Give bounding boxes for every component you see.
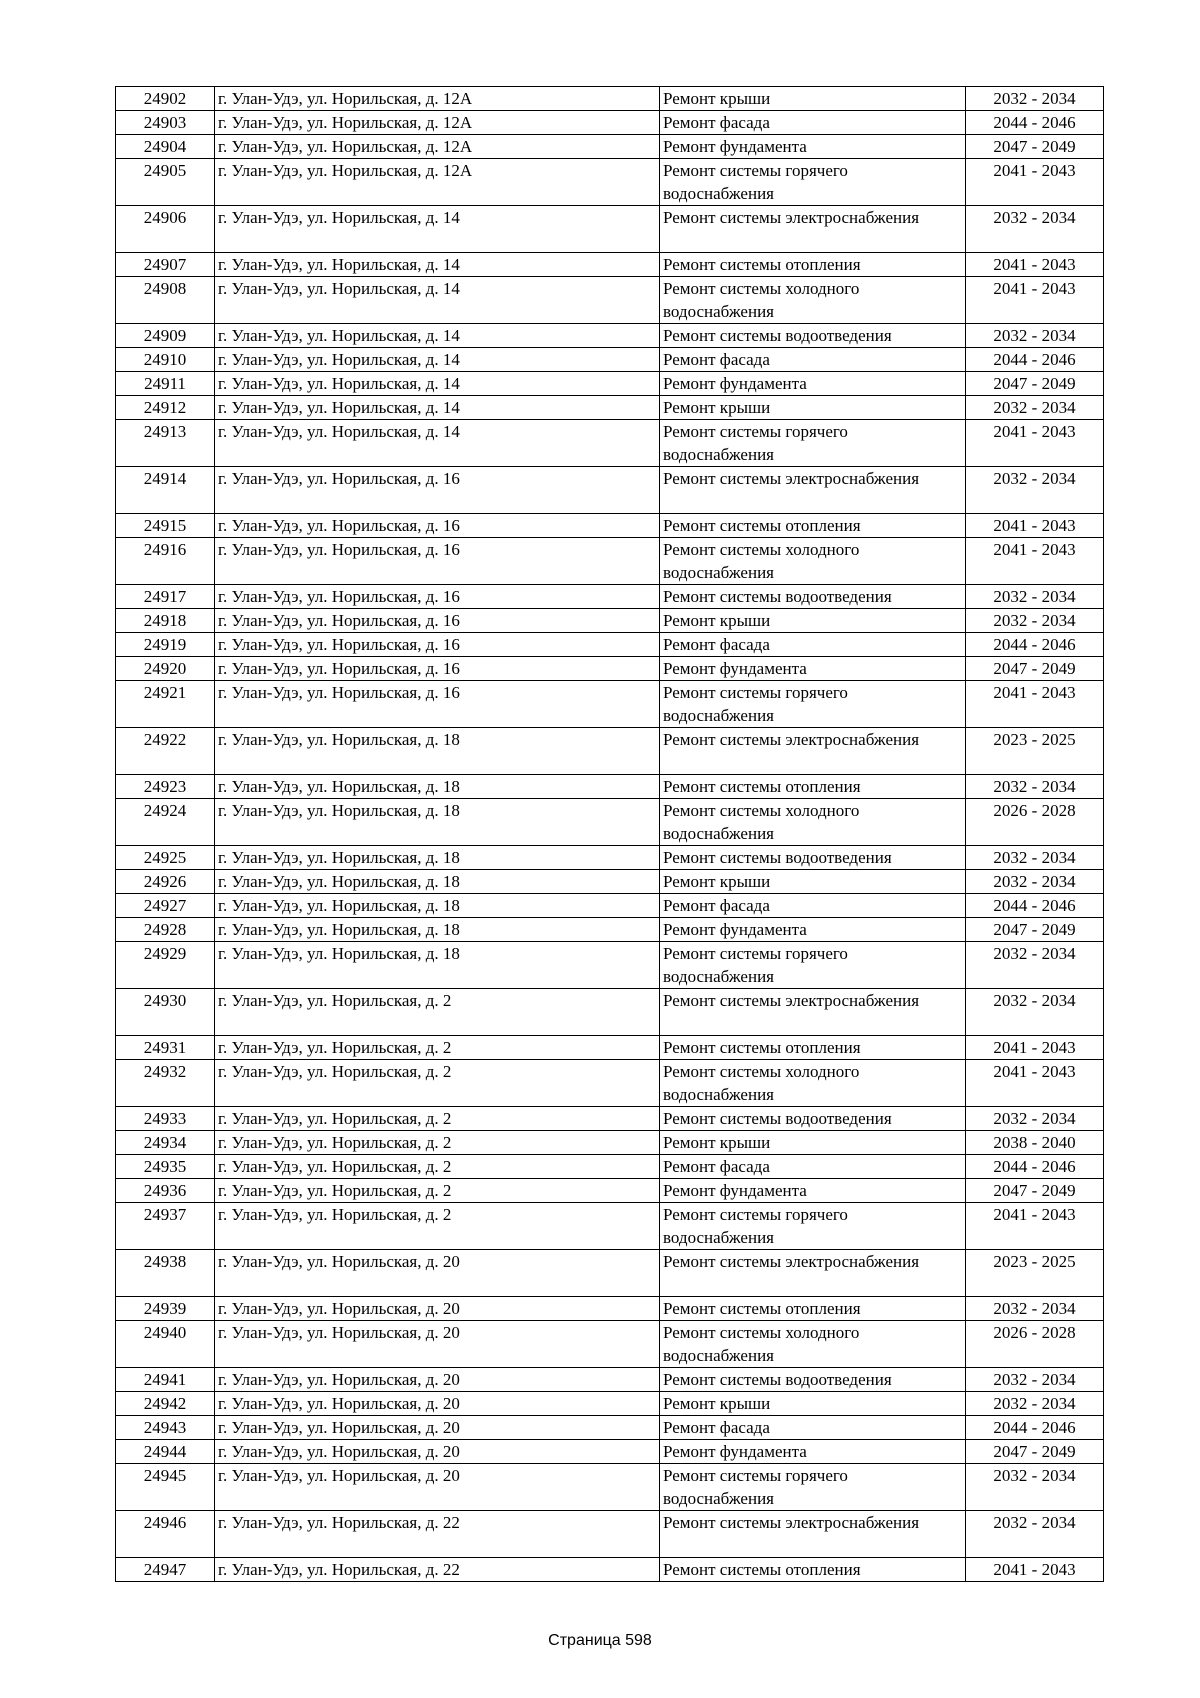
work-type-cell: Ремонт фундамента [660, 1179, 966, 1203]
work-type-cell: Ремонт крыши [660, 870, 966, 894]
row-number-cell: 24912 [116, 396, 215, 420]
address-cell: г. Улан-Удэ, ул. Норильская, д. 18 [215, 870, 660, 894]
period-cell: 2032 - 2034 [966, 775, 1104, 799]
row-number-cell: 24923 [116, 775, 215, 799]
row-number-cell: 24917 [116, 585, 215, 609]
row-number-cell: 24928 [116, 918, 215, 942]
address-cell: г. Улан-Удэ, ул. Норильская, д. 2 [215, 1203, 660, 1250]
table-row [116, 159, 1104, 206]
period-cell: 2032 - 2034 [966, 467, 1104, 514]
row-number-cell: 24933 [116, 1107, 215, 1131]
table-row [116, 538, 1104, 585]
period-cell: 2032 - 2034 [966, 1297, 1104, 1321]
work-type-cell: Ремонт системы отопления [660, 1036, 966, 1060]
period-cell: 2032 - 2034 [966, 1511, 1104, 1558]
work-type-cell: Ремонт системы горячего водоснабжения [660, 159, 966, 206]
table-row [116, 372, 1104, 396]
period-cell: 2032 - 2034 [966, 1368, 1104, 1392]
period-cell: 2032 - 2034 [966, 846, 1104, 870]
table-row [116, 1060, 1104, 1107]
table-row [116, 1036, 1104, 1060]
address-cell: г. Улан-Удэ, ул. Норильская, д. 16 [215, 681, 660, 728]
table-row [116, 514, 1104, 538]
work-type-cell: Ремонт фасада [660, 1155, 966, 1179]
work-type-cell: Ремонт системы отопления [660, 1558, 966, 1582]
work-type-cell: Ремонт системы водоотведения [660, 846, 966, 870]
period-cell: 2032 - 2034 [966, 989, 1104, 1036]
row-number-cell: 24939 [116, 1297, 215, 1321]
work-type-cell: Ремонт фасада [660, 633, 966, 657]
work-type-cell: Ремонт системы отопления [660, 775, 966, 799]
table-row [116, 348, 1104, 372]
table-row [116, 1368, 1104, 1392]
work-type-cell: Ремонт крыши [660, 1131, 966, 1155]
row-number-cell: 24907 [116, 253, 215, 277]
table-row [116, 775, 1104, 799]
period-cell: 2041 - 2043 [966, 538, 1104, 585]
table-row [116, 420, 1104, 467]
row-number-cell: 24927 [116, 894, 215, 918]
table-row [116, 111, 1104, 135]
address-cell: г. Улан-Удэ, ул. Норильская, д. 2 [215, 1155, 660, 1179]
work-type-cell: Ремонт фундамента [660, 135, 966, 159]
work-type-cell: Ремонт системы холодного водоснабжения [660, 538, 966, 585]
table-row [116, 1392, 1104, 1416]
address-cell: г. Улан-Удэ, ул. Норильская, д. 14 [215, 348, 660, 372]
row-number-cell: 24918 [116, 609, 215, 633]
period-cell: 2041 - 2043 [966, 159, 1104, 206]
table-row [116, 1155, 1104, 1179]
work-type-cell: Ремонт системы электроснабжения [660, 989, 966, 1036]
table-body [116, 87, 1104, 1582]
row-number-cell: 24908 [116, 277, 215, 324]
address-cell: г. Улан-Удэ, ул. Норильская, д. 16 [215, 633, 660, 657]
row-number-cell: 24938 [116, 1250, 215, 1297]
address-cell: г. Улан-Удэ, ул. Норильская, д. 2 [215, 1060, 660, 1107]
address-cell: г. Улан-Удэ, ул. Норильская, д. 20 [215, 1464, 660, 1511]
table-row [116, 467, 1104, 514]
work-type-cell: Ремонт системы водоотведения [660, 324, 966, 348]
row-number-cell: 24946 [116, 1511, 215, 1558]
table-row [116, 396, 1104, 420]
period-cell: 2041 - 2043 [966, 1060, 1104, 1107]
period-cell: 2047 - 2049 [966, 1179, 1104, 1203]
period-cell: 2041 - 2043 [966, 277, 1104, 324]
work-type-cell: Ремонт системы электроснабжения [660, 728, 966, 775]
work-type-cell: Ремонт фундамента [660, 372, 966, 396]
period-cell: 2044 - 2046 [966, 633, 1104, 657]
address-cell: г. Улан-Удэ, ул. Норильская, д. 14 [215, 396, 660, 420]
row-number-cell: 24902 [116, 87, 215, 111]
work-type-cell: Ремонт фундамента [660, 918, 966, 942]
row-number-cell: 24926 [116, 870, 215, 894]
period-cell: 2032 - 2034 [966, 206, 1104, 253]
row-number-cell: 24919 [116, 633, 215, 657]
address-cell: г. Улан-Удэ, ул. Норильская, д. 20 [215, 1368, 660, 1392]
address-cell: г. Улан-Удэ, ул. Норильская, д. 18 [215, 728, 660, 775]
address-cell: г. Улан-Удэ, ул. Норильская, д. 2 [215, 1131, 660, 1155]
table-row [116, 942, 1104, 989]
address-cell: г. Улан-Удэ, ул. Норильская, д. 2 [215, 1107, 660, 1131]
address-cell: г. Улан-Удэ, ул. Норильская, д. 2 [215, 1179, 660, 1203]
work-type-cell: Ремонт крыши [660, 87, 966, 111]
work-type-cell: Ремонт системы холодного водоснабжения [660, 1321, 966, 1368]
table-row [116, 728, 1104, 775]
period-cell: 2047 - 2049 [966, 918, 1104, 942]
table-row [116, 1297, 1104, 1321]
period-cell: 2032 - 2034 [966, 585, 1104, 609]
work-type-cell: Ремонт системы горячего водоснабжения [660, 942, 966, 989]
table-row [116, 681, 1104, 728]
address-cell: г. Улан-Удэ, ул. Норильская, д. 18 [215, 799, 660, 846]
row-number-cell: 24941 [116, 1368, 215, 1392]
work-type-cell: Ремонт системы электроснабжения [660, 1250, 966, 1297]
row-number-cell: 24910 [116, 348, 215, 372]
row-number-cell: 24930 [116, 989, 215, 1036]
address-cell: г. Улан-Удэ, ул. Норильская, д. 16 [215, 467, 660, 514]
work-type-cell: Ремонт фасада [660, 894, 966, 918]
address-cell: г. Улан-Удэ, ул. Норильская, д. 14 [215, 420, 660, 467]
address-cell: г. Улан-Удэ, ул. Норильская, д. 16 [215, 585, 660, 609]
table-row [116, 1107, 1104, 1131]
address-cell: г. Улан-Удэ, ул. Норильская, д. 16 [215, 609, 660, 633]
period-cell: 2032 - 2034 [966, 1464, 1104, 1511]
row-number-cell: 24903 [116, 111, 215, 135]
address-cell: г. Улан-Удэ, ул. Норильская, д. 12А [215, 87, 660, 111]
address-cell: г. Улан-Удэ, ул. Норильская, д. 14 [215, 206, 660, 253]
period-cell: 2032 - 2034 [966, 1392, 1104, 1416]
work-type-cell: Ремонт системы отопления [660, 1297, 966, 1321]
period-cell: 2032 - 2034 [966, 87, 1104, 111]
period-cell: 2047 - 2049 [966, 372, 1104, 396]
address-cell: г. Улан-Удэ, ул. Норильская, д. 20 [215, 1416, 660, 1440]
work-type-cell: Ремонт крыши [660, 396, 966, 420]
period-cell: 2032 - 2034 [966, 609, 1104, 633]
table-row [116, 87, 1104, 111]
row-number-cell: 24944 [116, 1440, 215, 1464]
address-cell: г. Улан-Удэ, ул. Норильская, д. 18 [215, 775, 660, 799]
address-cell: г. Улан-Удэ, ул. Норильская, д. 12А [215, 159, 660, 206]
address-cell: г. Улан-Удэ, ул. Норильская, д. 16 [215, 514, 660, 538]
row-number-cell: 24915 [116, 514, 215, 538]
table-row [116, 657, 1104, 681]
address-cell: г. Улан-Удэ, ул. Норильская, д. 20 [215, 1440, 660, 1464]
row-number-cell: 24943 [116, 1416, 215, 1440]
table-row [116, 1511, 1104, 1558]
row-number-cell: 24945 [116, 1464, 215, 1511]
period-cell: 2038 - 2040 [966, 1131, 1104, 1155]
row-number-cell: 24925 [116, 846, 215, 870]
row-number-cell: 24932 [116, 1060, 215, 1107]
address-cell: г. Улан-Удэ, ул. Норильская, д. 20 [215, 1250, 660, 1297]
table-row [116, 846, 1104, 870]
table-row [116, 1321, 1104, 1368]
work-type-cell: Ремонт системы холодного водоснабжения [660, 1060, 966, 1107]
row-number-cell: 24935 [116, 1155, 215, 1179]
row-number-cell: 24909 [116, 324, 215, 348]
address-cell: г. Улан-Удэ, ул. Норильская, д. 20 [215, 1392, 660, 1416]
row-number-cell: 24924 [116, 799, 215, 846]
table-row [116, 1416, 1104, 1440]
row-number-cell: 24940 [116, 1321, 215, 1368]
work-type-cell: Ремонт системы электроснабжения [660, 467, 966, 514]
address-cell: г. Улан-Удэ, ул. Норильская, д. 12А [215, 135, 660, 159]
row-number-cell: 24904 [116, 135, 215, 159]
table-row [116, 1250, 1104, 1297]
work-type-cell: Ремонт системы водоотведения [660, 585, 966, 609]
address-cell: г. Улан-Удэ, ул. Норильская, д. 16 [215, 657, 660, 681]
table-row [116, 1203, 1104, 1250]
period-cell: 2023 - 2025 [966, 1250, 1104, 1297]
address-cell: г. Улан-Удэ, ул. Норильская, д. 22 [215, 1511, 660, 1558]
address-cell: г. Улан-Удэ, ул. Норильская, д. 14 [215, 324, 660, 348]
period-cell: 2047 - 2049 [966, 1440, 1104, 1464]
table-row [116, 1558, 1104, 1582]
work-type-cell: Ремонт крыши [660, 1392, 966, 1416]
row-number-cell: 24936 [116, 1179, 215, 1203]
row-number-cell: 24929 [116, 942, 215, 989]
row-number-cell: 24911 [116, 372, 215, 396]
address-cell: г. Улан-Удэ, ул. Норильская, д. 14 [215, 372, 660, 396]
row-number-cell: 24916 [116, 538, 215, 585]
table-row [116, 799, 1104, 846]
period-cell: 2044 - 2046 [966, 1416, 1104, 1440]
work-type-cell: Ремонт системы электроснабжения [660, 206, 966, 253]
period-cell: 2044 - 2046 [966, 111, 1104, 135]
table-row [116, 585, 1104, 609]
work-type-cell: Ремонт фундамента [660, 1440, 966, 1464]
work-type-cell: Ремонт системы холодного водоснабжения [660, 277, 966, 324]
table-row [116, 135, 1104, 159]
work-type-cell: Ремонт системы горячего водоснабжения [660, 681, 966, 728]
period-cell: 2041 - 2043 [966, 420, 1104, 467]
period-cell: 2041 - 2043 [966, 681, 1104, 728]
page-number: Страница 598 [548, 1632, 652, 1649]
table-row [116, 253, 1104, 277]
table-row [116, 1440, 1104, 1464]
work-type-cell: Ремонт фасада [660, 111, 966, 135]
address-cell: г. Улан-Удэ, ул. Норильская, д. 20 [215, 1297, 660, 1321]
table-row [116, 609, 1104, 633]
address-cell: г. Улан-Удэ, ул. Норильская, д. 14 [215, 277, 660, 324]
address-cell: г. Улан-Удэ, ул. Норильская, д. 22 [215, 1558, 660, 1582]
row-number-cell: 24921 [116, 681, 215, 728]
table-row [116, 206, 1104, 253]
work-type-cell: Ремонт системы горячего водоснабжения [660, 420, 966, 467]
period-cell: 2044 - 2046 [966, 1155, 1104, 1179]
work-type-cell: Ремонт системы отопления [660, 253, 966, 277]
work-type-cell: Ремонт системы горячего водоснабжения [660, 1464, 966, 1511]
address-cell: г. Улан-Удэ, ул. Норильская, д. 18 [215, 894, 660, 918]
row-number-cell: 24937 [116, 1203, 215, 1250]
row-number-cell: 24914 [116, 467, 215, 514]
row-number-cell: 24942 [116, 1392, 215, 1416]
row-number-cell: 24905 [116, 159, 215, 206]
table-row [116, 633, 1104, 657]
period-cell: 2032 - 2034 [966, 942, 1104, 989]
work-type-cell: Ремонт системы электроснабжения [660, 1511, 966, 1558]
table-row [116, 1179, 1104, 1203]
work-type-cell: Ремонт фасада [660, 1416, 966, 1440]
period-cell: 2041 - 2043 [966, 1036, 1104, 1060]
work-type-cell: Ремонт фасада [660, 348, 966, 372]
period-cell: 2032 - 2034 [966, 396, 1104, 420]
table-row [116, 918, 1104, 942]
address-cell: г. Улан-Удэ, ул. Норильская, д. 12А [215, 111, 660, 135]
work-type-cell: Ремонт системы горячего водоснабжения [660, 1203, 966, 1250]
work-type-cell: Ремонт фундамента [660, 657, 966, 681]
period-cell: 2044 - 2046 [966, 348, 1104, 372]
address-cell: г. Улан-Удэ, ул. Норильская, д. 20 [215, 1321, 660, 1368]
row-number-cell: 24913 [116, 420, 215, 467]
table-row [116, 277, 1104, 324]
period-cell: 2047 - 2049 [966, 657, 1104, 681]
table-row [116, 870, 1104, 894]
period-cell: 2032 - 2034 [966, 870, 1104, 894]
address-cell: г. Улан-Удэ, ул. Норильская, д. 14 [215, 253, 660, 277]
period-cell: 2032 - 2034 [966, 324, 1104, 348]
work-type-cell: Ремонт крыши [660, 609, 966, 633]
row-number-cell: 24920 [116, 657, 215, 681]
table-row [116, 1131, 1104, 1155]
address-cell: г. Улан-Удэ, ул. Норильская, д. 2 [215, 989, 660, 1036]
period-cell: 2026 - 2028 [966, 799, 1104, 846]
period-cell: 2041 - 2043 [966, 253, 1104, 277]
table-row [116, 1464, 1104, 1511]
row-number-cell: 24934 [116, 1131, 215, 1155]
work-type-cell: Ремонт системы отопления [660, 514, 966, 538]
period-cell: 2044 - 2046 [966, 894, 1104, 918]
work-type-cell: Ремонт системы водоотведения [660, 1107, 966, 1131]
row-number-cell: 24947 [116, 1558, 215, 1582]
period-cell: 2041 - 2043 [966, 514, 1104, 538]
table-row [116, 989, 1104, 1036]
table-row [116, 324, 1104, 348]
period-cell: 2023 - 2025 [966, 728, 1104, 775]
address-cell: г. Улан-Удэ, ул. Норильская, д. 2 [215, 1036, 660, 1060]
row-number-cell: 24922 [116, 728, 215, 775]
period-cell: 2047 - 2049 [966, 135, 1104, 159]
period-cell: 2041 - 2043 [966, 1558, 1104, 1582]
address-cell: г. Улан-Удэ, ул. Норильская, д. 18 [215, 942, 660, 989]
period-cell: 2026 - 2028 [966, 1321, 1104, 1368]
row-number-cell: 24931 [116, 1036, 215, 1060]
row-number-cell: 24906 [116, 206, 215, 253]
table-row [116, 894, 1104, 918]
address-cell: г. Улан-Удэ, ул. Норильская, д. 16 [215, 538, 660, 585]
repair-schedule-table [115, 86, 1104, 1582]
period-cell: 2041 - 2043 [966, 1203, 1104, 1250]
address-cell: г. Улан-Удэ, ул. Норильская, д. 18 [215, 918, 660, 942]
period-cell: 2032 - 2034 [966, 1107, 1104, 1131]
work-type-cell: Ремонт системы водоотведения [660, 1368, 966, 1392]
address-cell: г. Улан-Удэ, ул. Норильская, д. 18 [215, 846, 660, 870]
work-type-cell: Ремонт системы холодного водоснабжения [660, 799, 966, 846]
